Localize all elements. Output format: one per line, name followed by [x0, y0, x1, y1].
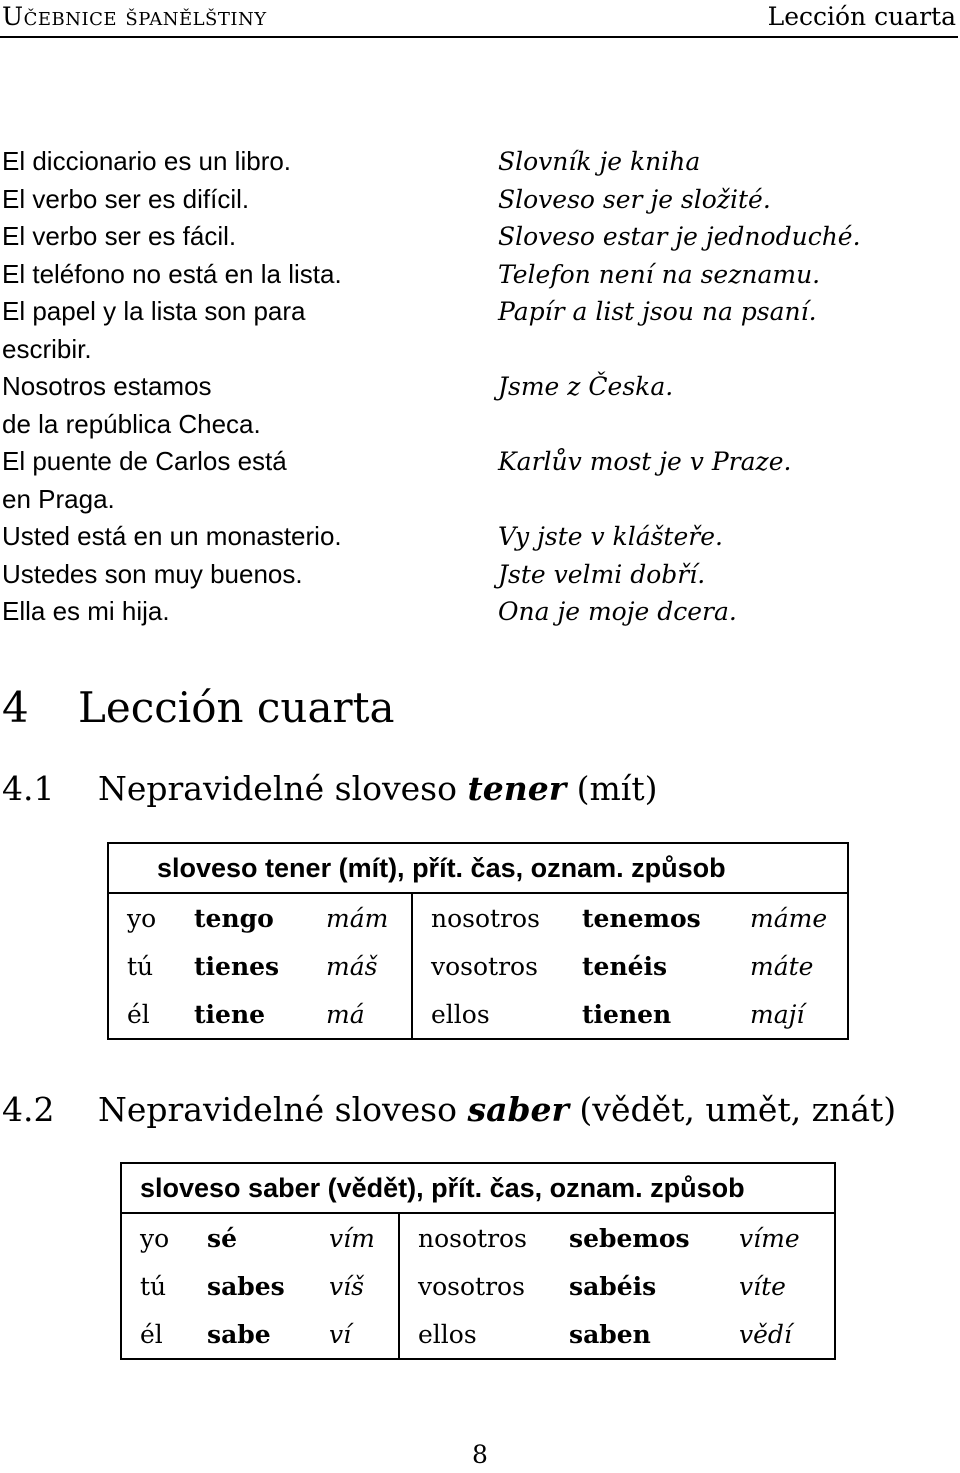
pronoun-cell: yo	[127, 903, 157, 933]
sentence-pair	[2, 406, 958, 444]
pronoun-cell: tú	[140, 1271, 167, 1301]
pronoun-cell: él	[127, 999, 150, 1029]
verb-form-cell: tengo	[194, 903, 274, 933]
subsection-suffix: (mít)	[576, 769, 658, 808]
book-title: Učebnice španělštiny	[2, 2, 267, 31]
translation-cell: máme	[750, 903, 828, 933]
translation-cell: víš	[329, 1271, 364, 1301]
translation-cell: máš	[326, 951, 378, 981]
table-row	[121, 1262, 835, 1310]
pronoun-cell: vosotros	[412, 942, 564, 990]
verb-form-cell: tiene	[194, 999, 266, 1029]
subsection-verb: tener	[467, 769, 567, 808]
section-title: Lección cuarta	[78, 683, 395, 732]
translation-cell: mají	[750, 999, 805, 1029]
czech-translation: Karlův most je v Praze.	[498, 447, 792, 476]
table-row	[108, 990, 848, 1039]
verb-form-cell: sabe	[207, 1319, 271, 1349]
verb-form-cell: tienen	[582, 999, 672, 1029]
sentence-pair	[2, 293, 958, 331]
subsection-suffix: (vědět, umět, znát)	[579, 1090, 897, 1129]
subsection-heading-saber	[2, 1090, 896, 1129]
czech-translation: Vy jste v klášteře.	[498, 522, 723, 551]
verb-form-cell: sabéis	[569, 1271, 657, 1301]
czech-translation: Slovník je kniha	[498, 147, 701, 176]
spanish-sentence: El verbo ser es difícil.	[2, 183, 250, 214]
spanish-sentence: Nosotros estamos	[2, 371, 212, 401]
spanish-sentence: Ella es mi hija.	[2, 596, 170, 626]
spanish-sentence: El diccionario es un libro.	[2, 146, 292, 176]
verb-form-cell: saben	[569, 1319, 651, 1349]
pronoun-cell: él	[140, 1319, 163, 1349]
translation-cell: má	[326, 999, 365, 1029]
subsection-verb: saber	[467, 1090, 569, 1129]
conjugation-table-tener	[107, 842, 849, 1040]
sentence-pair	[2, 518, 958, 556]
translation-cell: ví	[329, 1319, 352, 1349]
translation-cell: mám	[326, 903, 389, 933]
sentence-pair	[2, 331, 958, 369]
sentence-pair	[2, 368, 958, 406]
czech-translation: Jsme z Česka.	[498, 372, 674, 401]
spanish-sentence: El puente de Carlos está	[2, 446, 287, 476]
subsection-prefix: Nepravidelné sloveso	[98, 1090, 457, 1129]
subsection-heading-tener	[2, 769, 657, 808]
sentence-pair	[2, 181, 958, 219]
table-row	[108, 942, 848, 990]
pronoun-cell: ellos	[412, 990, 564, 1039]
czech-translation: Ona je moje dcera.	[498, 597, 737, 626]
translation-cell: vím	[329, 1223, 375, 1253]
spanish-sentence: El papel y la lista son para	[2, 296, 306, 326]
subsection-prefix: Nepravidelné sloveso	[98, 769, 457, 808]
verb-form-cell: sabes	[207, 1271, 285, 1301]
czech-translation: Telefon není na seznamu.	[498, 259, 821, 289]
running-header	[0, 0, 958, 38]
czech-translation: Jste velmi dobří.	[498, 559, 706, 589]
spanish-sentence: en Praga.	[2, 483, 115, 514]
pronoun-cell: nosotros	[412, 893, 564, 942]
czech-translation: Sloveso ser je složité.	[498, 184, 771, 214]
subsection-number: 4.2	[2, 1090, 55, 1129]
section-number: 4	[2, 683, 29, 732]
translation-cell: máte	[750, 951, 814, 981]
sentence-pair	[2, 556, 958, 594]
czech-translation: Sloveso estar je jednoduché.	[498, 222, 861, 251]
spanish-sentence: Ustedes son muy buenos.	[2, 558, 303, 589]
translation-cell: vědí	[739, 1319, 792, 1349]
spanish-sentence: Usted está en un monasterio.	[2, 521, 342, 551]
sentence-pairs	[2, 143, 958, 631]
section-heading	[2, 683, 395, 732]
verb-form-cell: tienes	[194, 951, 280, 981]
pronoun-cell: yo	[140, 1223, 170, 1253]
page-number: 8	[472, 1440, 488, 1469]
pronoun-cell: ellos	[399, 1310, 551, 1359]
translation-cell: víme	[739, 1223, 800, 1253]
translation-cell: víte	[739, 1271, 786, 1301]
spanish-sentence: escribir.	[2, 333, 92, 364]
table-title: sloveso saber (vědět), přít. čas, oznam. způsob	[121, 1163, 835, 1213]
table-row	[121, 1213, 835, 1262]
spanish-sentence: de la república Checa.	[2, 408, 261, 439]
verb-form-cell: tenéis	[582, 951, 668, 981]
pronoun-cell: nosotros	[399, 1213, 551, 1262]
sentence-pair	[2, 218, 958, 256]
conjugation-table-saber	[120, 1162, 836, 1360]
sentence-pair	[2, 481, 958, 519]
verb-form-cell: sebemos	[569, 1223, 690, 1253]
spanish-sentence: El teléfono no está en la lista.	[2, 258, 342, 289]
spanish-sentence: El verbo ser es fácil.	[2, 221, 237, 251]
sentence-pair	[2, 143, 958, 181]
pronoun-cell: vosotros	[399, 1262, 551, 1310]
table-title: sloveso tener (mít), přít. čas, oznam. způsob	[108, 843, 848, 893]
sentence-pair	[2, 443, 958, 481]
table-row	[121, 1310, 835, 1359]
table-row	[108, 893, 848, 942]
czech-translation: Papír a list jsou na psaní.	[498, 297, 817, 326]
sentence-pair	[2, 593, 958, 631]
sentence-pair	[2, 256, 958, 294]
verb-form-cell: tenemos	[582, 903, 701, 933]
pronoun-cell: tú	[127, 951, 154, 981]
verb-form-cell: sé	[207, 1223, 237, 1253]
subsection-number: 4.1	[2, 769, 55, 808]
chapter-title: Lección cuarta	[767, 2, 956, 31]
